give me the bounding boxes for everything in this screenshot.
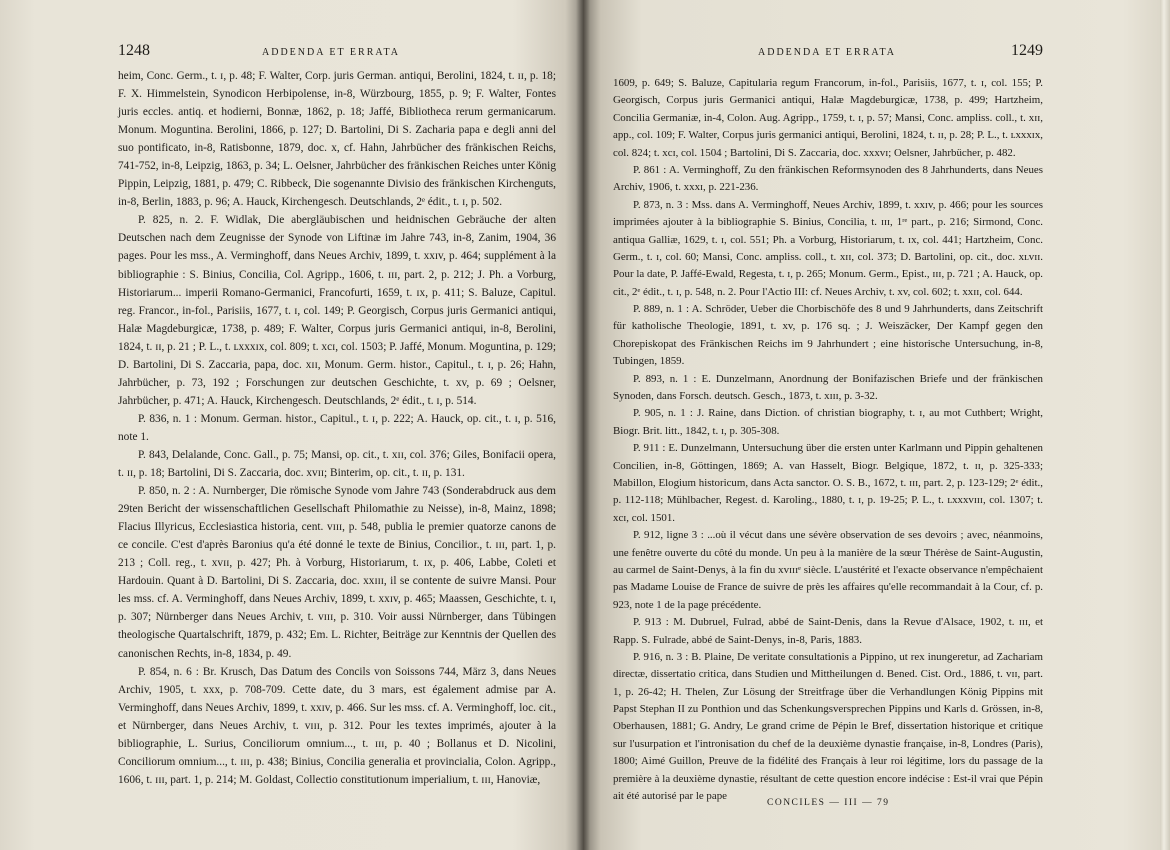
left-running-head [118, 42, 552, 60]
paragraph: P. 850, n. 2 : A. Nurnberger, Die römische Synode vom Jahre 743 (Sonderabdruck aus dem 29ten Bericht der wissenschaftlichen Gesellschaft Philomathie zu Neisse), in-8, Mainz, 1898; Flacius Illyricus, Ecclesiastica historia, cent. vɪɪɪ, p. 548, publia le premier quatorze canons de ce concile. C'est d'après Baronius qu'a été donné le texte de Binius, Concilior., t. ɪɪɪ, part. 1, p. 213 ; Coll. reg., t. xvɪɪ, p. 427; Ph. à Vorburg, Historiarum, t. ɪx, p. 406, Labbe, Coleti et Hardouin. Quant à D. Bartolini, Di S. Zaccaria, doc. xxɪɪɪ, il se contente de suivre Mansi. Pour les mss. cf. A. Verminghoff, dans Neues Archiv, 1899, t. xxɪv, p. 465; Maassen, Geschichte, t. ɪ, p. 307; Nürnberger dans Neues Archiv, t. vɪɪɪ, p. 310. Voir aussi Nürnberger, dans Tübingen theologische Quartalschrift, 1879, p. 432; Em. L. Richter, Beiträge zur Kenntnis der Quellen des canonischen Rechts, in-8, 1834, p. 49. [118, 485, 556, 660]
paragraph: P. 889, n. 1 : A. Schröder, Ueber die Chorbischöfe des 8 und 9 Jahrhunderts, dans Zeitschrift für katholische Theologie, 1891, t. xv, p. 176 sq. ; J. Weiszäcker, Der Kampf gegen den Chorepiskopat des Fränkischen Reichs im 9 Jahrhundert ; eine historische Untersuchung, in-8, Tubingen, 1859. [613, 303, 1043, 368]
running-title: ADDENDA ET ERRATA [758, 47, 897, 58]
left-text-column [118, 67, 556, 789]
paragraph: P. 843, Delalande, Conc. Gall., p. 75; Mansi, op. cit., t. xɪɪ, col. 376; Giles, Bonifacii opera, t. ɪɪ, p. 18; Bartolini, Di S. Zaccaria, doc. xvɪɪ; Binterim, op. cit., t. ɪɪ, p. 131. [118, 448, 556, 480]
paragraph: P. 861 : A. Verminghoff, Zu den fränkischen Reformsynoden des 8 Jahrhunderts, dans Neues Archiv, 1906, t. xxxɪ, p. 221-236. [613, 163, 1043, 194]
paragraph: 1609, p. 649; S. Baluze, Capitularia regum Francorum, in-fol., Parisiis, 1677, t. ɪ, col. 155; P. Georgisch, Corpus juris Germanici antiqui, Halæ Magdeburgicæ, 1738, p. 499; Hartzheim, Concilia Germaniæ, in-4, Colon. Aug. Agripp., 1759, t. ɪ, p. 57; Mansi, Conc. ampliss. coll., t. xɪɪ, app., col. 109; F. Walter, Corpus juris germanici antiqui, Berolini, 1824, t. ɪɪ, p. 28; P. L., t. ʟxxxɪx, col. 824; t. xcɪ, col. 1504 ; Bartolini, Di S. Zaccaria, doc. xxxvɪ; Oelsner, Jahrbücher, p. 482. [613, 77, 1043, 159]
paragraph: P. 912, ligne 3 : ...où il vécut dans une sévère observation de ses devoirs ; avec, néanmoins, une fenêtre ouverte du côté du monde. Un peu à la manière de la sœur Thérèse de Saint-Augustin, au carmel de Saint-Denys, à la fin du xvɪɪɪᵉ siècle. L'austérité et l'exacte observance n'empêchaient pas Madame Louise de France de suivre de près les affaires qu'elle recommandait à la Cour, cf. p. 923, note 1 de la page précédente. [613, 529, 1043, 611]
page-number: 1248 [118, 42, 150, 59]
left-page [0, 0, 583, 850]
paragraph: P. 916, n. 3 : B. Plaine, De veritate consultationis a Pippino, ut rex inungeretur, ad Zachariam directæ, dissertatio critica, dans Studien und Mittheilungen d. Bened. Cist. Ord., 1886, t. vɪɪ, part. 1, p. 26-42; H. Thelen, Zur Lösung der Streitfrage über die Verhandlungen König Pippins mit Papst Stephan II zu Ponthion und das Schenkungsversprechen Pippins und Karls d. Grössen, in-8, Oberhausen, 1881; G. Andry, Le grand crime de Pépin le Bref, dissertation historique et critique sur l'usurpation et l'intronisation du chef de la deuxième dynastie française, in-8, Londres (Paris), 1800; Aimé Guillon, Preuve de la fidélité des Français à leur roi légitime, lors du passage de la première à la deuxième dynastie, résultant de cette question encore indécise : Est-il vrai que Pépin ait été autorisé par le pape [613, 650, 1043, 803]
signature-footer: CONCILES — III — 79 [767, 798, 890, 808]
paragraph: P. 893, n. 1 : E. Dunzelmann, Anordnung der Bonifazischen Briefe und der fränkischen Synoden, dans Forsch. deutsch. Gesch., 1873, t. xɪɪɪ, p. 3-32. [613, 372, 1043, 403]
paragraph: P. 836, n. 1 : Monum. German. histor., Capitul., t. ɪ, p. 222; A. Hauck, op. cit., t. ɪ, p. 516, note 1. [118, 412, 556, 443]
paragraph: P. 873, n. 3 : Mss. dans A. Verminghoff, Neues Archiv, 1899, t. xxɪv, p. 466; pour les sources imprimées ajouter à la bibliographie S. Binius, Concilia, t. ɪɪɪ, 1ʳᵉ part., p. 216; Sirmond, Conc. antiqua Galliæ, 1629, t. ɪ, col. 551; Ph. a Vorburg, Historiarum, t. ɪx, col. 441; Hartzheim, Conc. Germ., t. ɪ, col. 60; Mansi, Conc. ampliss. coll., t. xɪɪ, col. 373; D. Bartolini, op. cit., doc. xʟvɪɪ. Pour la date, P. Jaffé-Ewald, Regesta, t. ɪ, p. 265; Monum. Germ., Epist., ɪɪɪ, p. 721 ; A. Hauck, op. cit., 2ᵉ édit., t. ɪ, p. 548, n. 2. Pour l'Actio III: cf. Neues Archiv, t. xv, col. 602; t. xxɪɪ, col. 644. [613, 198, 1043, 298]
right-running-head [601, 42, 1043, 60]
paragraph: P. 825, n. 2. F. Widlak, Die abergläubischen und heidnischen Gebräuche der alten Deutschen nach dem Zeugnisse der Synode von Liftinæ im Jahre 743, in-8, Zanim, 1904, 36 pages. Pour les mss., A. Verminghoff, dans Neues Archiv, 1899, t. xxɪv, p. 464; supplément à la bibliographie : S. Binius, Concilia, Col. Agripp., 1606, t. ɪɪɪ, part. 2, p. 212; J. Ph. a Vorburg, Historiarum... imperii Romano-Germanici, Francofurti, 1659, t. ɪx, p. 411; S. Baluze, Capitul. reg. Francor., in-fol., Parisiis, 1677, t. ɪ, col. 149; P. Georgisch, Corpus juris Germanici antiqui, Halæ Magdeburgicæ, 1738, p. 489; F. Walter, Corpus juris Germanici antiqui, in-8, Berolini, 1824, t. ɪɪ, p. 21 ; P. L., t. ʟxxxɪx, col. 809; t. xcɪ, col. 1503; P. Jaffé, Monum. Moguntina, p. 129; D. Bartolini, Di S. Zaccaria, papa, doc. xɪɪ, Monum. Germ. histor., Capitul., t. ɪ, p. 26; Hahn, Jahrbücher, p. 73, 192 ; Forschungen zur deutschen Geschichte, t. xv, p. 69 ; Oelsner, Jahrbücher, p. 471; A. Hauck, Kirchengesch. Deutschlands, 2ᵉ édit., t. ɪ, p. 514. [118, 214, 556, 407]
paragraph: P. 913 : M. Dubruel, Fulrad, abbé de Saint-Denis, dans la Revue d'Alsace, 1902, t. ɪɪɪ, et Rapp. S. Fulrade, abbé de Saint-Denys, in-8, Paris, 1883. [613, 616, 1043, 646]
right-text-column [613, 75, 1043, 805]
running-title: ADDENDA ET ERRATA [262, 47, 401, 58]
page-number: 1249 [1011, 42, 1043, 59]
paragraph: P. 911 : E. Dunzelmann, Untersuchung über die ersten unter Karlmann und Pippin gehaltenen Concilien, in-8, Göttingen, 1869; A. van Hasselt, Biogr. Belgique, 1872, t. ɪɪ, p. 325-333; Mabillon, Elogium historicum, dans Acta sanctor. O. S. B., 1672, t. ɪɪɪ, part. 2, p. 123-129; 2ᵉ édit., p. 112-118; Mühlbacher, Regest. d. Karoling., 1880, t. ɪ, p. 19-25; P. L., t. ʟxxxvɪɪɪ, col. 1307; t. xcɪ, col. 1501. [613, 442, 1043, 524]
paragraph: P. 854, n. 6 : Br. Krusch, Das Datum des Concils von Soissons 744, März 3, dans Neues Archiv, 1905, t. xxx, p. 708-709. Cette date, du 3 mars, est également admise par A. Verminghoff, dans Neues Archiv, 1899, t. xxɪv, p. 466. Sur les mss. cf. A. Verminghoff, loc. cit., et Nürnberger, dans Neues Archiv, t. vɪɪɪ, p. 312. Pour les textes imprimés, ajouter à la bibliographie, L. Surius, Conciliorum omnium..., t. ɪɪɪ, p. 40 ; Bollanus et D. Nicolini, Conciliorum omnium..., t. ɪɪɪ, p. 438; Binius, Concilia generalia et provincialia, Colon. Agripp., 1606, t. ɪɪɪ, part. 1, p. 214; M. Goldast, Collectio constitutionum imperialium, t. ɪɪɪ, Hanoviæ, [118, 665, 556, 786]
page-edge [1160, 0, 1170, 850]
paragraph: heim, Conc. Germ., t. ɪ, p. 48; F. Walter, Corp. juris German. antiqui, Berolini, 1824, t. ɪɪ, p. 18; F. X. Himmelstein, Synodicon Herbipolense, in-8, Würzbourg, 1855, p. 9; F. Walter, Fontes juris eccles. antiq. et hodierni, Bonnæ, 1862, p. 18; Jaffé, Bibliotheca rerum germanicarum. Monum. Moguntina. Berolini, 1866, p. 127; D. Bartolini, Di S. Zacharia papa e degli anni del suo pontificato, in-8, Ratisbonne, 1879, doc. x, cf. Hahn, Jahrbücher des fränkischen Reichs, 741-752, in-8, Leipzig, 1863, p. 34; L. Oelsner, Jahrbücher des fränkischen Reiches unter König Pippin, Leipzig, 1881, p. 479; C. Ribbeck, Die sogenannte Divisio des fränkischen Kirchenguts, in-8, Berlin, 1883, p. 96; A. Hauck, Kirchengesch. Deutschlands, 2ᵉ édit., t. ɪ, p. 502. [118, 70, 556, 209]
book-gutter [576, 0, 590, 850]
right-page [583, 0, 1170, 850]
paragraph: P. 905, n. 1 : J. Raine, dans Diction. of christian biography, t. ɪ, au mot Cuthbert; Wright, Biogr. Brit. litt., 1842, t. ɪ, p. 305-308. [613, 407, 1043, 437]
